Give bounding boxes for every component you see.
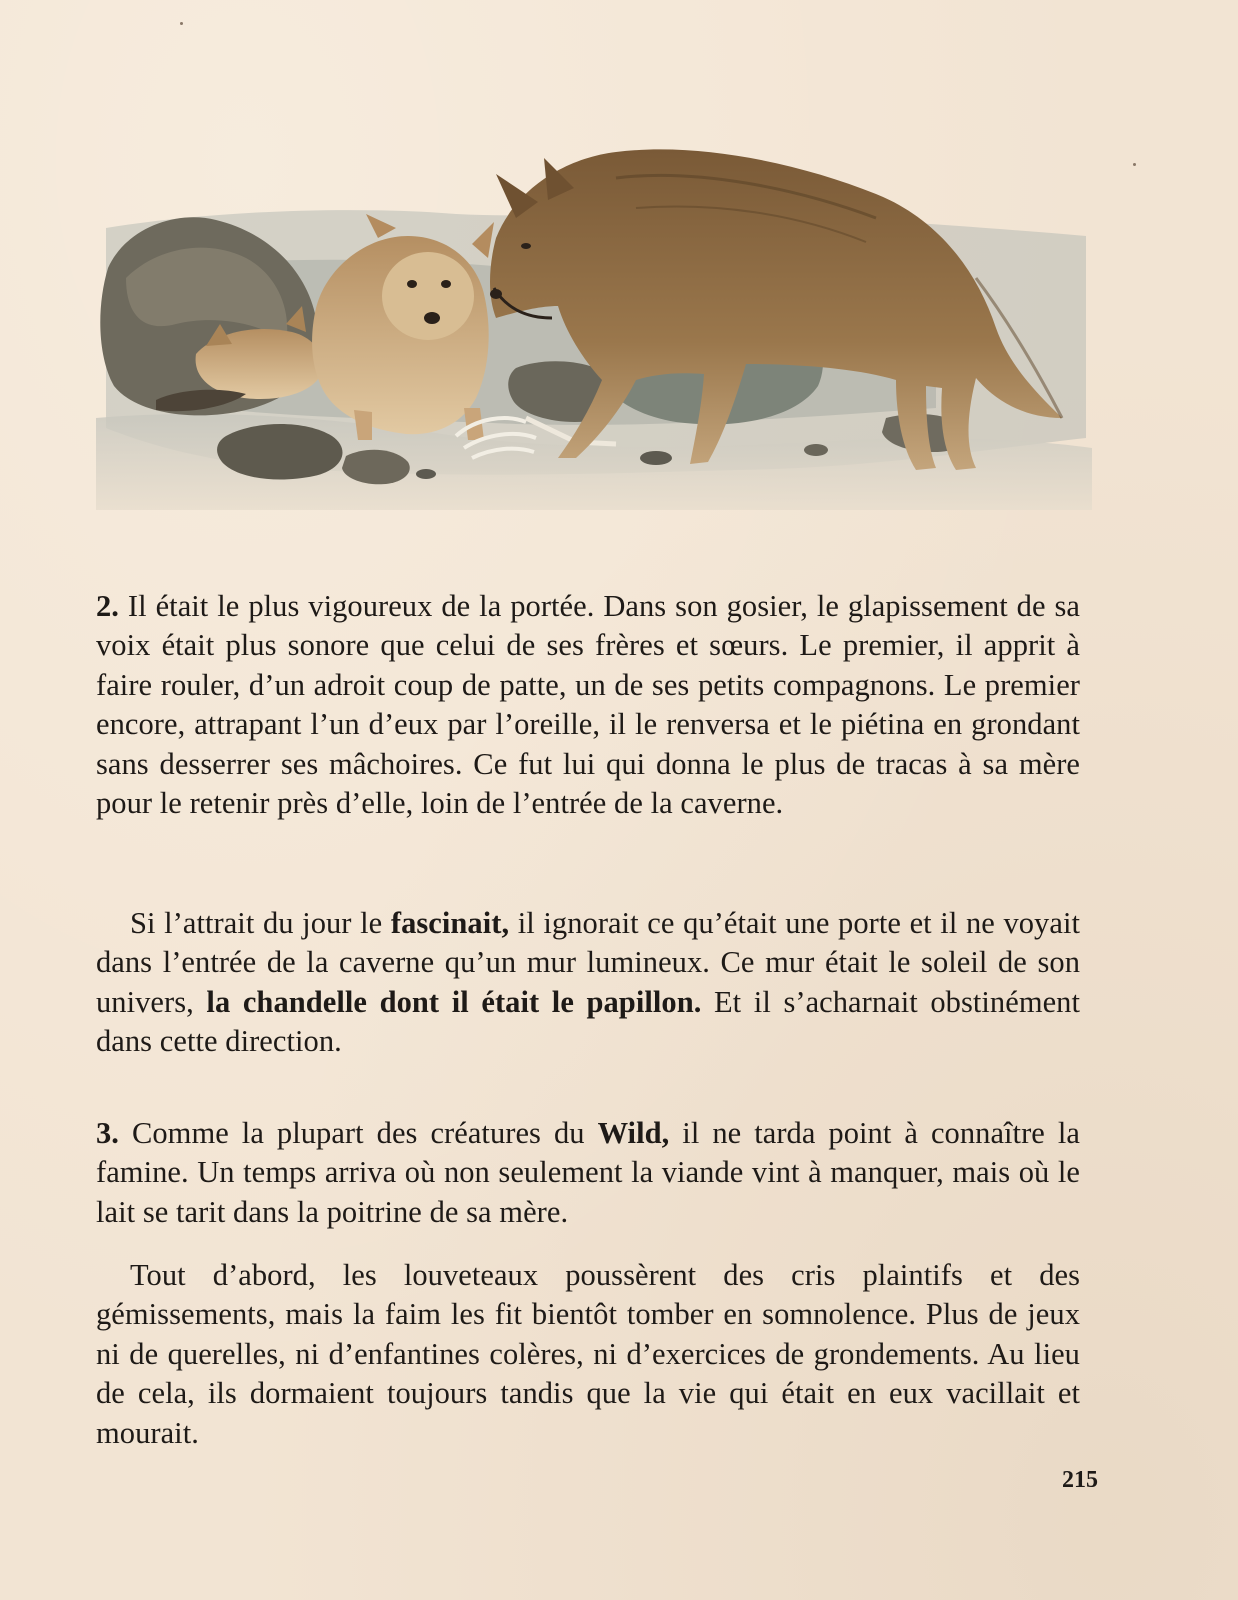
paragraph-text: il ne tarda point à connaître la famine. Un temps arriva où non seulement la viande vint à manquer, mais où le lait se tarit dans la poitrine de sa mère. (96, 1116, 1080, 1229)
bold-phrase: la chandelle dont il était le papillon. (206, 984, 702, 1019)
paragraph-text: Et il s’acharnait obstinément dans cette direction. (96, 984, 1081, 1059)
page-number: 215 (1062, 1467, 1098, 1493)
bold-phrase: Wild, (597, 1116, 670, 1150)
wolf-illustration (96, 118, 1092, 510)
paragraph-3 (96, 1114, 1080, 1232)
paragraph-text: Il était le plus vigoureux de la portée. Dans son gosier, le glapissement de sa voix était plus sonore que celui de ses frères et sœurs. Le premier, il apprit à faire rouler, d’un adroit coup de patte, un de ses petits compagnons. Le premier encore, attrapant l’un d’eux par l’oreille, il le renversa et le piétina en grondant sans desserrer ses mâchoires. Ce fut lui qui donna le plus de tracas à sa mère pour le retenir près d’elle, loin de l’entrée de la caverne. (96, 589, 1080, 821)
paragraph-text: Tout d’abord, les louveteaux poussèrent des cris plaintifs et des gémissements, mais la faim les fit bientôt tomber en somnolence. Plus de jeux ni de querelles, ni d’enfantines colères, ni d’exercices de grondements. Au lieu de cela, ils dormaient toujours tandis que la vie qui était en eux vacillait et mourait. (96, 1258, 1080, 1450)
paragraph-2-continued (96, 904, 1080, 1062)
paragraph-2 (96, 587, 1080, 823)
paragraph-3-continued (96, 1256, 1080, 1453)
paper-speck (1133, 163, 1136, 166)
paragraph-text: Si l’attrait du jour le (130, 906, 391, 940)
paragraph-text: Comme la plupart des créatures du (118, 1116, 598, 1150)
paragraph-text: il ignorait ce qu’était une porte et il ne voyait dans l’entrée de la caverne qu’un mur lumineux. Ce mur était le soleil de son univers, (96, 906, 1080, 1019)
paragraph-number: 3. (96, 1116, 119, 1150)
paragraph-number: 2. (96, 589, 119, 623)
wolf-and-cubs-image (96, 118, 1092, 510)
bold-phrase: fascinait, (390, 906, 510, 940)
paper-speck (180, 22, 183, 25)
